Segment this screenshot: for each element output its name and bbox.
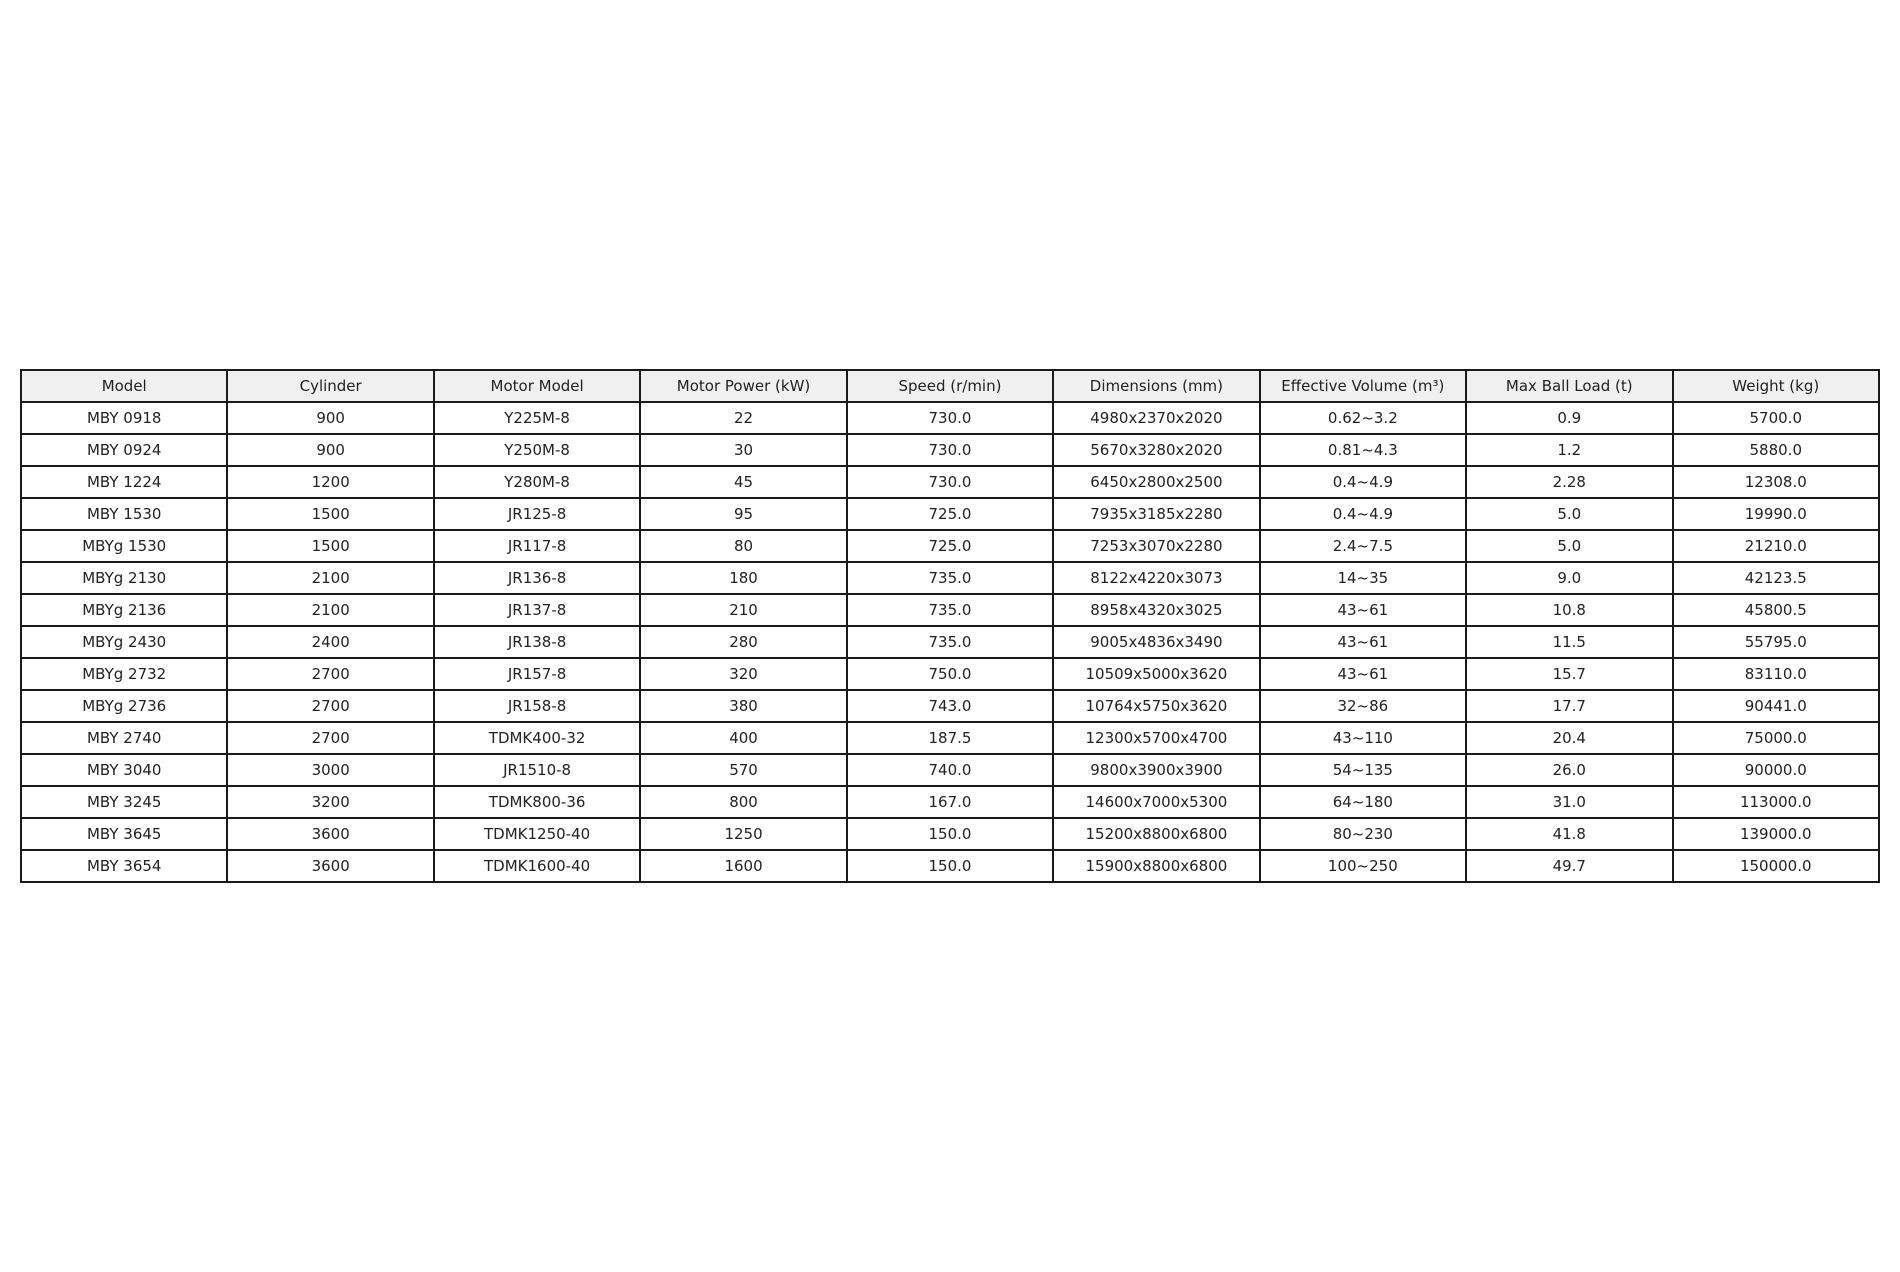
table-cell: 730.0 — [847, 466, 1053, 498]
table-cell: 2100 — [227, 562, 433, 594]
table-cell: 570 — [640, 754, 846, 786]
table-cell: MBYg 2136 — [21, 594, 227, 626]
table-cell: 0.4~4.9 — [1260, 466, 1466, 498]
table-cell: TDMK1600-40 — [434, 850, 640, 882]
table-cell: 10764x5750x3620 — [1053, 690, 1259, 722]
table-cell: MBY 0918 — [21, 402, 227, 434]
table-row — [21, 786, 1879, 818]
column-header: Weight (kg) — [1673, 370, 1880, 402]
table-cell: 43~110 — [1260, 722, 1466, 754]
column-header: Dimensions (mm) — [1053, 370, 1259, 402]
table-cell: 113000.0 — [1673, 786, 1880, 818]
table-cell: 14600x7000x5300 — [1053, 786, 1259, 818]
table-cell: 14~35 — [1260, 562, 1466, 594]
column-header: Cylinder — [227, 370, 433, 402]
table-cell: 19990.0 — [1673, 498, 1880, 530]
table-row — [21, 562, 1879, 594]
table-cell: JR125-8 — [434, 498, 640, 530]
column-header: Motor Model — [434, 370, 640, 402]
table-cell: 1200 — [227, 466, 433, 498]
table-cell: 15900x8800x6800 — [1053, 850, 1259, 882]
table-cell: Y280M-8 — [434, 466, 640, 498]
table-cell: 5670x3280x2020 — [1053, 434, 1259, 466]
table-cell: 30 — [640, 434, 846, 466]
table-cell: 800 — [640, 786, 846, 818]
table-cell: MBY 3040 — [21, 754, 227, 786]
table-cell: 3600 — [227, 818, 433, 850]
table-row — [21, 466, 1879, 498]
table-cell: 3600 — [227, 850, 433, 882]
table-cell: 0.81~4.3 — [1260, 434, 1466, 466]
table-cell: 2700 — [227, 658, 433, 690]
table-row — [21, 434, 1879, 466]
table-cell: MBYg 2732 — [21, 658, 227, 690]
table-row — [21, 530, 1879, 562]
table-row — [21, 850, 1879, 882]
table-cell: JR136-8 — [434, 562, 640, 594]
table-row — [21, 658, 1879, 690]
table-cell: 54~135 — [1260, 754, 1466, 786]
table-cell: MBY 0924 — [21, 434, 227, 466]
table-cell: MBY 1530 — [21, 498, 227, 530]
table-cell: 11.5 — [1466, 626, 1672, 658]
table-cell: 5.0 — [1466, 498, 1672, 530]
header-row — [21, 370, 1879, 402]
table-cell: 150000.0 — [1673, 850, 1880, 882]
table-cell: 15200x8800x6800 — [1053, 818, 1259, 850]
table-cell: MBY 2740 — [21, 722, 227, 754]
table-cell: 900 — [227, 402, 433, 434]
table-cell: 0.4~4.9 — [1260, 498, 1466, 530]
table-row — [21, 498, 1879, 530]
table-cell: 80 — [640, 530, 846, 562]
table-cell: 2400 — [227, 626, 433, 658]
table-row — [21, 754, 1879, 786]
table-cell: 1500 — [227, 498, 433, 530]
table-cell: 45800.5 — [1673, 594, 1880, 626]
table-cell: 31.0 — [1466, 786, 1672, 818]
table-cell: MBY 3645 — [21, 818, 227, 850]
table-cell: 2.4~7.5 — [1260, 530, 1466, 562]
table-cell: 49.7 — [1466, 850, 1672, 882]
table-cell: 2700 — [227, 690, 433, 722]
table-cell: JR1510-8 — [434, 754, 640, 786]
table-cell: 2.28 — [1466, 466, 1672, 498]
table-row — [21, 402, 1879, 434]
table-cell: 150.0 — [847, 850, 1053, 882]
table-cell: MBY 1224 — [21, 466, 227, 498]
table-cell: JR157-8 — [434, 658, 640, 690]
table-cell: 2100 — [227, 594, 433, 626]
table-cell: 180 — [640, 562, 846, 594]
table-cell: 32~86 — [1260, 690, 1466, 722]
table-cell: 3000 — [227, 754, 433, 786]
table-cell: JR158-8 — [434, 690, 640, 722]
column-header: Model — [21, 370, 227, 402]
table-cell: Y250M-8 — [434, 434, 640, 466]
table-cell: 187.5 — [847, 722, 1053, 754]
table-cell: 90000.0 — [1673, 754, 1880, 786]
column-header: Effective Volume (m³) — [1260, 370, 1466, 402]
table-cell: 2700 — [227, 722, 433, 754]
table-container — [20, 369, 1880, 883]
table-cell: 90441.0 — [1673, 690, 1880, 722]
table-cell: MBY 3245 — [21, 786, 227, 818]
table-body — [21, 402, 1879, 882]
table-cell: Y225M-8 — [434, 402, 640, 434]
table-cell: 320 — [640, 658, 846, 690]
table-cell: 7253x3070x2280 — [1053, 530, 1259, 562]
table-cell: 10.8 — [1466, 594, 1672, 626]
table-cell: 280 — [640, 626, 846, 658]
table-cell: 22 — [640, 402, 846, 434]
table-cell: 139000.0 — [1673, 818, 1880, 850]
table-cell: 735.0 — [847, 626, 1053, 658]
table-cell: JR117-8 — [434, 530, 640, 562]
table-cell: 750.0 — [847, 658, 1053, 690]
table-cell: 9005x4836x3490 — [1053, 626, 1259, 658]
table-cell: 5.0 — [1466, 530, 1672, 562]
table-cell: 3200 — [227, 786, 433, 818]
table-cell: 5700.0 — [1673, 402, 1880, 434]
table-cell: 45 — [640, 466, 846, 498]
table-cell: 15.7 — [1466, 658, 1672, 690]
table-cell: 8122x4220x3073 — [1053, 562, 1259, 594]
table-row — [21, 626, 1879, 658]
table-cell: 17.7 — [1466, 690, 1672, 722]
table-cell: 735.0 — [847, 562, 1053, 594]
table-cell: 64~180 — [1260, 786, 1466, 818]
table-cell: MBYg 2430 — [21, 626, 227, 658]
table-cell: TDMK400-32 — [434, 722, 640, 754]
table-cell: 0.62~3.2 — [1260, 402, 1466, 434]
table-cell: 83110.0 — [1673, 658, 1880, 690]
table-cell: 900 — [227, 434, 433, 466]
table-cell: MBYg 1530 — [21, 530, 227, 562]
table-cell: MBYg 2736 — [21, 690, 227, 722]
table-row — [21, 594, 1879, 626]
table-cell: 41.8 — [1466, 818, 1672, 850]
table-cell: 730.0 — [847, 402, 1053, 434]
column-header: Speed (r/min) — [847, 370, 1053, 402]
column-header: Max Ball Load (t) — [1466, 370, 1672, 402]
table-cell: 9800x3900x3900 — [1053, 754, 1259, 786]
table-cell: 42123.5 — [1673, 562, 1880, 594]
table-cell: 167.0 — [847, 786, 1053, 818]
table-row — [21, 690, 1879, 722]
column-header: Motor Power (kW) — [640, 370, 846, 402]
table-cell: 10509x5000x3620 — [1053, 658, 1259, 690]
table-cell: MBY 3654 — [21, 850, 227, 882]
table-cell: 4980x2370x2020 — [1053, 402, 1259, 434]
table-cell: 725.0 — [847, 498, 1053, 530]
table-cell: 725.0 — [847, 530, 1053, 562]
table-cell: 730.0 — [847, 434, 1053, 466]
table-cell: 150.0 — [847, 818, 1053, 850]
table-cell: 12308.0 — [1673, 466, 1880, 498]
table-cell: 9.0 — [1466, 562, 1672, 594]
table-row — [21, 722, 1879, 754]
table-cell: 20.4 — [1466, 722, 1672, 754]
table-cell: 400 — [640, 722, 846, 754]
table-cell: 743.0 — [847, 690, 1053, 722]
mill-spec-table — [20, 369, 1880, 883]
table-cell: 8958x4320x3025 — [1053, 594, 1259, 626]
table-cell: 95 — [640, 498, 846, 530]
table-cell: 7935x3185x2280 — [1053, 498, 1259, 530]
table-cell: 43~61 — [1260, 626, 1466, 658]
table-cell: 26.0 — [1466, 754, 1672, 786]
table-cell: 43~61 — [1260, 594, 1466, 626]
table-cell: 1250 — [640, 818, 846, 850]
table-cell: 6450x2800x2500 — [1053, 466, 1259, 498]
table-cell: 735.0 — [847, 594, 1053, 626]
table-cell: 1600 — [640, 850, 846, 882]
table-cell: 75000.0 — [1673, 722, 1880, 754]
table-cell: 380 — [640, 690, 846, 722]
table-head — [21, 370, 1879, 402]
table-cell: 1500 — [227, 530, 433, 562]
table-cell: 210 — [640, 594, 846, 626]
table-cell: MBYg 2130 — [21, 562, 227, 594]
table-cell: 0.9 — [1466, 402, 1672, 434]
table-cell: 12300x5700x4700 — [1053, 722, 1259, 754]
table-cell: TDMK800-36 — [434, 786, 640, 818]
table-cell: 5880.0 — [1673, 434, 1880, 466]
table-cell: 100~250 — [1260, 850, 1466, 882]
table-cell: 1.2 — [1466, 434, 1672, 466]
table-cell: 43~61 — [1260, 658, 1466, 690]
table-row — [21, 818, 1879, 850]
table-cell: JR137-8 — [434, 594, 640, 626]
table-cell: 80~230 — [1260, 818, 1466, 850]
table-cell: 55795.0 — [1673, 626, 1880, 658]
table-cell: 21210.0 — [1673, 530, 1880, 562]
table-cell: TDMK1250-40 — [434, 818, 640, 850]
table-cell: 740.0 — [847, 754, 1053, 786]
table-cell: JR138-8 — [434, 626, 640, 658]
